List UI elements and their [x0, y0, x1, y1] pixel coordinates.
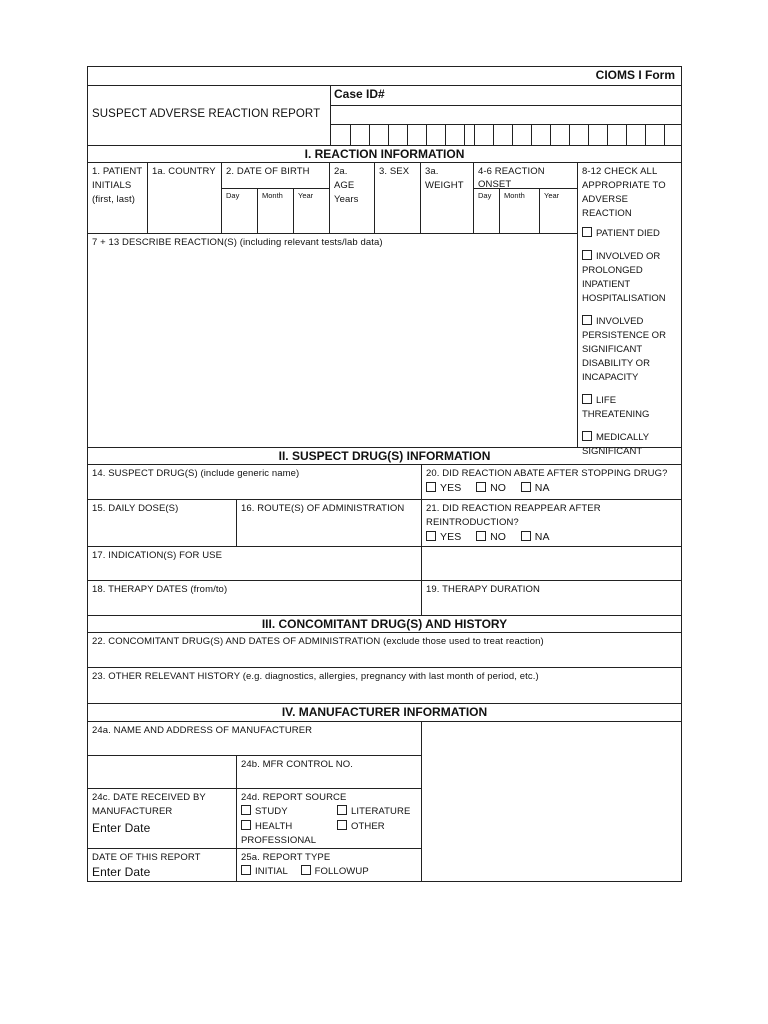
- patient-initials-sub: (first, last): [92, 194, 135, 205]
- concomitant-drugs-label: 22. CONCOMITANT DRUG(S) AND DATES OF ADMINISTRATION (exclude those used to treat reaction): [92, 636, 544, 647]
- dob-month-label: Month: [262, 191, 283, 200]
- type-followup[interactable]: FOLLOWUP: [301, 866, 369, 877]
- dob-day-field[interactable]: [221, 188, 258, 234]
- q20-field: [421, 464, 682, 500]
- check-hospitalisation[interactable]: INVOLVED OR PROLONGED INPATIENT HOSPITALISATION: [582, 251, 666, 304]
- date-received-input[interactable]: Enter Date: [92, 821, 151, 835]
- q20-no[interactable]: NO: [476, 481, 506, 496]
- relevant-history-field[interactable]: [87, 667, 682, 704]
- section-2-title: II. SUSPECT DRUG(S) INFORMATION: [87, 447, 682, 465]
- checkbox-icon: [521, 482, 531, 492]
- checkbox-icon: [582, 431, 592, 441]
- check-patient-died[interactable]: PATIENT DIED: [582, 227, 677, 241]
- checkbox-icon: [301, 865, 311, 875]
- check-disability[interactable]: INVOLVED PERSISTENCE OR SIGNIFICANT DISABILITY OR INCAPACITY: [582, 316, 666, 383]
- describe-reaction-label: 7 + 13 DESCRIBE REACTION(S) (including relevant tests/lab data): [92, 237, 383, 248]
- age-label: 2a. AGE: [334, 166, 355, 191]
- country-field[interactable]: [147, 162, 222, 234]
- q21-no[interactable]: NO: [476, 530, 506, 545]
- case-id-label-cell: [330, 85, 682, 106]
- date-received-field[interactable]: [87, 788, 237, 849]
- report-type-field: [236, 848, 422, 882]
- sex-label: 3. SEX: [379, 166, 410, 177]
- check-life-threatening[interactable]: LIFE THREATENING: [582, 395, 650, 420]
- check-all-title: 8-12 CHECK ALL APPROPRIATE TO ADVERSE REACTION: [582, 166, 666, 219]
- date-of-report-label: DATE OF THIS REPORT: [92, 852, 201, 863]
- daily-dose-field[interactable]: [87, 499, 237, 547]
- routes-field[interactable]: [236, 499, 422, 547]
- patient-initials-label: 1. PATIENT INITIALS: [92, 166, 143, 191]
- q21-yes[interactable]: YES: [426, 530, 461, 545]
- source-literature[interactable]: LITERATURE: [337, 805, 410, 819]
- routes-label: 16. ROUTE(S) OF ADMINISTRATION: [241, 503, 405, 514]
- q20-na[interactable]: NA: [521, 481, 550, 496]
- weight-label: WEIGHT: [425, 180, 464, 191]
- checkbox-icon: [582, 394, 592, 404]
- therapy-duration-field[interactable]: [421, 580, 682, 616]
- dob-month-field[interactable]: [257, 188, 294, 234]
- source-study[interactable]: STUDY: [241, 805, 288, 819]
- q21-field: [421, 499, 682, 547]
- onset-label: 4-6 REACTION ONSET: [478, 166, 545, 190]
- concomitant-drugs-field[interactable]: [87, 632, 682, 668]
- seriousness-criteria: [577, 162, 682, 457]
- check-medically-significant[interactable]: MEDICALLY SIGNIFICANT: [582, 432, 649, 457]
- checkbox-icon: [521, 531, 531, 541]
- therapy-duration-label: 19. THERAPY DURATION: [426, 584, 540, 595]
- checkbox-icon: [582, 315, 592, 325]
- therapy-dates-field[interactable]: [87, 580, 422, 616]
- indications-field[interactable]: [87, 546, 422, 581]
- date-of-report-input[interactable]: Enter Date: [92, 865, 151, 879]
- sex-field[interactable]: [374, 162, 421, 234]
- q20-yes[interactable]: YES: [426, 481, 461, 496]
- onset-year-field[interactable]: [539, 188, 578, 234]
- source-health-professional[interactable]: HEALTH PROFESSIONAL: [241, 821, 317, 846]
- onset-day-label: Day: [478, 191, 492, 200]
- report-type-label: 25a. REPORT TYPE: [241, 852, 331, 863]
- relevant-history-label: 23. OTHER RELEVANT HISTORY (e.g. diagnostics, allergies, pregnancy with last month of period, etc.): [92, 671, 539, 682]
- section-3-title: III. CONCOMITANT DRUG(S) AND HISTORY: [87, 615, 682, 633]
- case-id-label: Case ID#: [334, 87, 385, 101]
- dob-year-label: Year: [298, 191, 314, 200]
- dob-year-field[interactable]: [293, 188, 330, 234]
- manufacturer-name-address-label: 24a. NAME AND ADDRESS OF MANUFACTURER: [92, 725, 313, 736]
- checkbox-icon: [337, 805, 347, 815]
- q21-label: 21. DID REACTION REAPPEAR AFTER REINTRODUCTION?: [426, 503, 601, 528]
- mfr-control-label: 24b. MFR CONTROL NO.: [241, 759, 353, 770]
- checkbox-icon: [582, 250, 592, 260]
- onset-header: [473, 162, 578, 189]
- suspect-drugs-field[interactable]: [87, 464, 422, 500]
- indications-label: 17. INDICATION(S) FOR USE: [92, 550, 223, 561]
- checkbox-icon: [426, 482, 436, 492]
- manufacturer-right-blank[interactable]: [421, 721, 682, 882]
- report-source-field: [236, 788, 422, 849]
- type-initial[interactable]: INITIAL: [241, 866, 288, 877]
- checkbox-icon: [582, 227, 592, 237]
- date-of-report-field[interactable]: [87, 848, 237, 882]
- case-id-digit-boxes[interactable]: [330, 124, 682, 146]
- daily-dose-label: 15. DAILY DOSE(S): [92, 503, 179, 514]
- age-field[interactable]: [329, 162, 375, 234]
- checkbox-icon: [426, 531, 436, 541]
- checkbox-icon: [476, 531, 486, 541]
- form-name-cell: [87, 66, 682, 86]
- onset-day-field[interactable]: [473, 188, 500, 234]
- patient-initials-field[interactable]: [87, 162, 148, 234]
- therapy-dates-label: 18. THERAPY DATES (from/to): [92, 584, 228, 595]
- weight-number: 3a.: [425, 166, 439, 177]
- mfr-control-field[interactable]: [236, 755, 422, 789]
- onset-month-field[interactable]: [499, 188, 540, 234]
- report-title: SUSPECT ADVERSE REACTION REPORT: [92, 108, 321, 120]
- checkbox-icon: [476, 482, 486, 492]
- checkbox-icon: [241, 865, 251, 875]
- q20-label: 20. DID REACTION ABATE AFTER STOPPING DRUG?: [426, 468, 668, 479]
- dob-day-label: Day: [226, 191, 240, 200]
- checkbox-icon: [241, 820, 251, 830]
- country-label: 1a. COUNTRY: [152, 166, 216, 177]
- cioms-form: [87, 66, 682, 882]
- date-received-label: 24c. DATE RECEIVED BY MANUFACTURER: [92, 792, 206, 817]
- age-unit: Years: [334, 194, 359, 205]
- manufacturer-left-blank[interactable]: [87, 755, 237, 789]
- case-id-input[interactable]: [330, 105, 682, 125]
- source-other[interactable]: OTHER: [337, 820, 385, 834]
- suspect-drugs-label: 14. SUSPECT DRUG(S) (include generic name): [92, 468, 300, 479]
- checkbox-icon: [241, 805, 251, 815]
- report-source-label: 24d. REPORT SOURCE: [241, 792, 347, 803]
- indications-right-field[interactable]: [421, 546, 682, 581]
- checkbox-icon: [337, 820, 347, 830]
- describe-reaction-field[interactable]: [87, 233, 578, 448]
- manufacturer-name-address-field[interactable]: [87, 721, 422, 756]
- form-name: CIOMS I Form: [595, 68, 675, 82]
- section-4-title: IV. MANUFACTURER INFORMATION: [87, 703, 682, 722]
- dob-label: 2. DATE OF BIRTH: [226, 166, 310, 177]
- onset-year-label: Year: [544, 191, 560, 200]
- section-1-title: I. REACTION INFORMATION: [87, 145, 682, 163]
- report-title-cell: [87, 85, 331, 146]
- q21-na[interactable]: NA: [521, 530, 550, 545]
- onset-month-label: Month: [504, 191, 525, 200]
- dob-header: [221, 162, 330, 189]
- weight-field[interactable]: [420, 162, 474, 234]
